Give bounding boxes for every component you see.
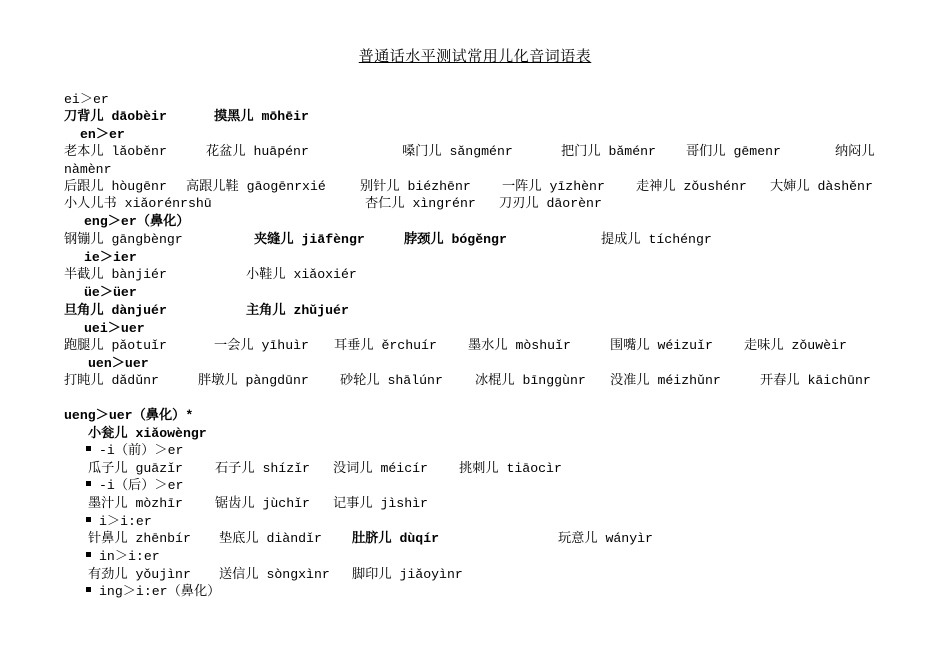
- word-entry: [333, 495, 428, 512]
- word-text: 刀背儿 dāobèir: [64, 109, 167, 124]
- word-entry: [404, 231, 507, 248]
- bullet-square-icon: [86, 481, 91, 486]
- word-text: ei＞er: [64, 92, 109, 107]
- word-text: eng＞er（鼻化）: [84, 214, 190, 229]
- word-entry: [214, 337, 309, 354]
- word-text: 走神儿 zǒushénr: [636, 179, 747, 194]
- word-text: in＞i:er: [99, 549, 160, 564]
- word-entry: [80, 126, 125, 143]
- word-text: 没词儿 méicír: [333, 461, 428, 476]
- word-entry: [64, 195, 212, 212]
- word-text: 冰棍儿 bīnggùnr: [475, 373, 586, 388]
- word-entry: [333, 460, 428, 477]
- word-entry: [468, 337, 571, 354]
- word-entry: [636, 178, 747, 195]
- word-text: 锯齿儿 jùchǐr: [215, 496, 310, 511]
- word-text: ie＞ier: [84, 250, 137, 265]
- word-text: uei＞uer: [84, 321, 145, 336]
- word-entry: [835, 143, 875, 160]
- word-entry: [760, 372, 871, 389]
- word-text: 跑腿儿 pǎotuǐr: [64, 338, 167, 353]
- word-text: 有劲儿 yǒujìnr: [88, 567, 191, 582]
- bullet-square-icon: [86, 552, 91, 557]
- word-text: 后跟儿 hòugēnr: [64, 179, 167, 194]
- bullet-square-icon: [86, 517, 91, 522]
- word-text: 纳闷儿: [835, 144, 875, 159]
- word-text: 耳垂儿 ěrchuír: [334, 338, 437, 353]
- word-entry: [744, 337, 847, 354]
- word-text: 没准儿 méizhǔnr: [610, 373, 721, 388]
- word-entry: [219, 566, 330, 583]
- word-entry: [64, 266, 167, 283]
- word-entry: [340, 372, 443, 389]
- word-text: 小瓮儿 xiǎowèngr: [88, 426, 207, 441]
- word-text: 走味儿 zǒuwèir: [744, 338, 847, 353]
- word-entry: [186, 178, 326, 195]
- word-entry: [214, 108, 309, 125]
- word-entry: [64, 337, 167, 354]
- word-entry: [601, 231, 712, 248]
- word-text: -i（前）＞er: [99, 443, 184, 458]
- word-entry: [610, 337, 713, 354]
- word-text: 石子儿 shízǐr: [215, 461, 310, 476]
- word-entry: [254, 231, 365, 248]
- word-text: 记事儿 jìshìr: [333, 496, 428, 511]
- word-entry: [770, 178, 873, 195]
- word-entry: [459, 460, 562, 477]
- word-text: 小人儿书 xiǎorénrshū: [64, 196, 212, 211]
- word-text: 哥们儿 gēmenr: [686, 144, 781, 159]
- word-entry: [86, 583, 220, 600]
- word-entry: [686, 143, 781, 160]
- word-entry: [219, 530, 322, 547]
- word-text: 半截儿 bànjiér: [64, 267, 167, 282]
- word-entry: [64, 302, 167, 319]
- word-entry: [558, 530, 653, 547]
- word-entry: [215, 495, 310, 512]
- word-text: 砂轮儿 shālúnr: [340, 373, 443, 388]
- word-text: 挑刺儿 tiāocìr: [459, 461, 562, 476]
- word-text: i＞i:er: [99, 514, 152, 529]
- word-entry: [84, 284, 137, 301]
- word-text: 垫底儿 diàndǐr: [219, 531, 322, 546]
- word-text: 夹缝儿 jiāfèngr: [254, 232, 365, 247]
- word-entry: [88, 355, 149, 372]
- word-entry: [206, 143, 309, 160]
- word-entry: [88, 460, 183, 477]
- word-text: üe＞üer: [84, 285, 137, 300]
- word-entry: [215, 460, 310, 477]
- bullet-square-icon: [86, 587, 91, 592]
- word-entry: [84, 249, 137, 266]
- word-entry: [64, 231, 183, 248]
- word-text: 把门儿 bǎménr: [561, 144, 656, 159]
- word-text: 送信儿 sòngxìnr: [219, 567, 330, 582]
- word-entry: [365, 195, 476, 212]
- word-entry: [86, 548, 160, 565]
- word-text: uen＞uer: [88, 356, 149, 371]
- word-text: 旦角儿 dànjuér: [64, 303, 167, 318]
- word-text: nàmènr: [64, 162, 112, 177]
- word-text: 钢镚儿 gāngbèngr: [64, 232, 183, 247]
- word-entry: [475, 372, 586, 389]
- word-entry: [64, 161, 111, 178]
- word-text: ing＞i:er（鼻化）: [99, 584, 221, 599]
- word-entry: [360, 178, 471, 195]
- word-text: 小鞋儿 xiǎoxiér: [246, 267, 357, 282]
- word-entry: [352, 566, 463, 583]
- word-entry: [64, 178, 167, 195]
- word-text: 围嘴儿 wéizuǐr: [610, 338, 713, 353]
- word-text: 墨汁儿 mòzhīr: [88, 496, 183, 511]
- word-text: 杏仁儿 xìngrénr: [365, 196, 476, 211]
- word-text: 别针儿 biézhēnr: [360, 179, 471, 194]
- word-text: 一会儿 yīhuìr: [214, 338, 309, 353]
- word-entry: [86, 442, 183, 459]
- word-text: 提成儿 tíchéngr: [601, 232, 712, 247]
- word-entry: [64, 407, 193, 424]
- word-entry: [198, 372, 309, 389]
- word-text: 胖墩儿 pàngdūnr: [198, 373, 309, 388]
- word-entry: [64, 91, 109, 108]
- word-text: 脖颈儿 bógěngr: [404, 232, 507, 247]
- word-text: 一阵儿 yīzhènr: [502, 179, 605, 194]
- word-text: -i（后）＞er: [99, 478, 184, 493]
- word-entry: [334, 337, 437, 354]
- word-entry: [86, 477, 183, 494]
- word-entry: [64, 372, 159, 389]
- word-entry: [88, 530, 191, 547]
- word-entry: [246, 302, 349, 319]
- word-entry: [84, 320, 145, 337]
- word-text: 脚印儿 jiǎoyìnr: [352, 567, 463, 582]
- word-text: 瓜子儿 guāzǐr: [88, 461, 183, 476]
- word-entry: [402, 143, 513, 160]
- word-text: 花盆儿 huāpénr: [206, 144, 309, 159]
- word-entry: [561, 143, 656, 160]
- word-entry: [88, 495, 183, 512]
- word-text: 墨水儿 mòshuǐr: [468, 338, 571, 353]
- word-entry: [610, 372, 721, 389]
- word-text: 大婶儿 dàshěnr: [770, 179, 873, 194]
- word-text: 高跟儿鞋 gāogēnrxié: [186, 179, 326, 194]
- word-text: 打盹儿 dǎdǔnr: [64, 373, 159, 388]
- word-entry: [499, 195, 602, 212]
- word-text: ueng＞uer（鼻化）*: [64, 408, 194, 423]
- word-entry: [88, 566, 191, 583]
- word-text: en＞er: [80, 127, 125, 142]
- word-entry: [502, 178, 605, 195]
- word-text: 主角儿 zhǔjuér: [246, 303, 349, 318]
- page-title: 普通话水平测试常用儿化音词语表: [358, 47, 592, 65]
- word-text: 老本儿 lǎoběnr: [64, 144, 167, 159]
- word-entry: [64, 108, 167, 125]
- word-text: 嗓门儿 sǎngménr: [402, 144, 513, 159]
- word-entry: [352, 530, 439, 547]
- word-text: 摸黑儿 mōhēir: [214, 109, 309, 124]
- word-text: 开春儿 kāichūnr: [760, 373, 871, 388]
- word-text: 针鼻儿 zhēnbír: [88, 531, 191, 546]
- word-entry: [86, 513, 152, 530]
- bullet-square-icon: [86, 446, 91, 451]
- word-text: 刀刃儿 dāorènr: [499, 196, 602, 211]
- word-entry: [64, 143, 167, 160]
- word-text: 玩意儿 wányìr: [558, 531, 653, 546]
- word-entry: [88, 425, 207, 442]
- word-text: 肚脐儿 dùqír: [352, 531, 440, 546]
- word-entry: [246, 266, 357, 283]
- word-entry: [84, 213, 190, 230]
